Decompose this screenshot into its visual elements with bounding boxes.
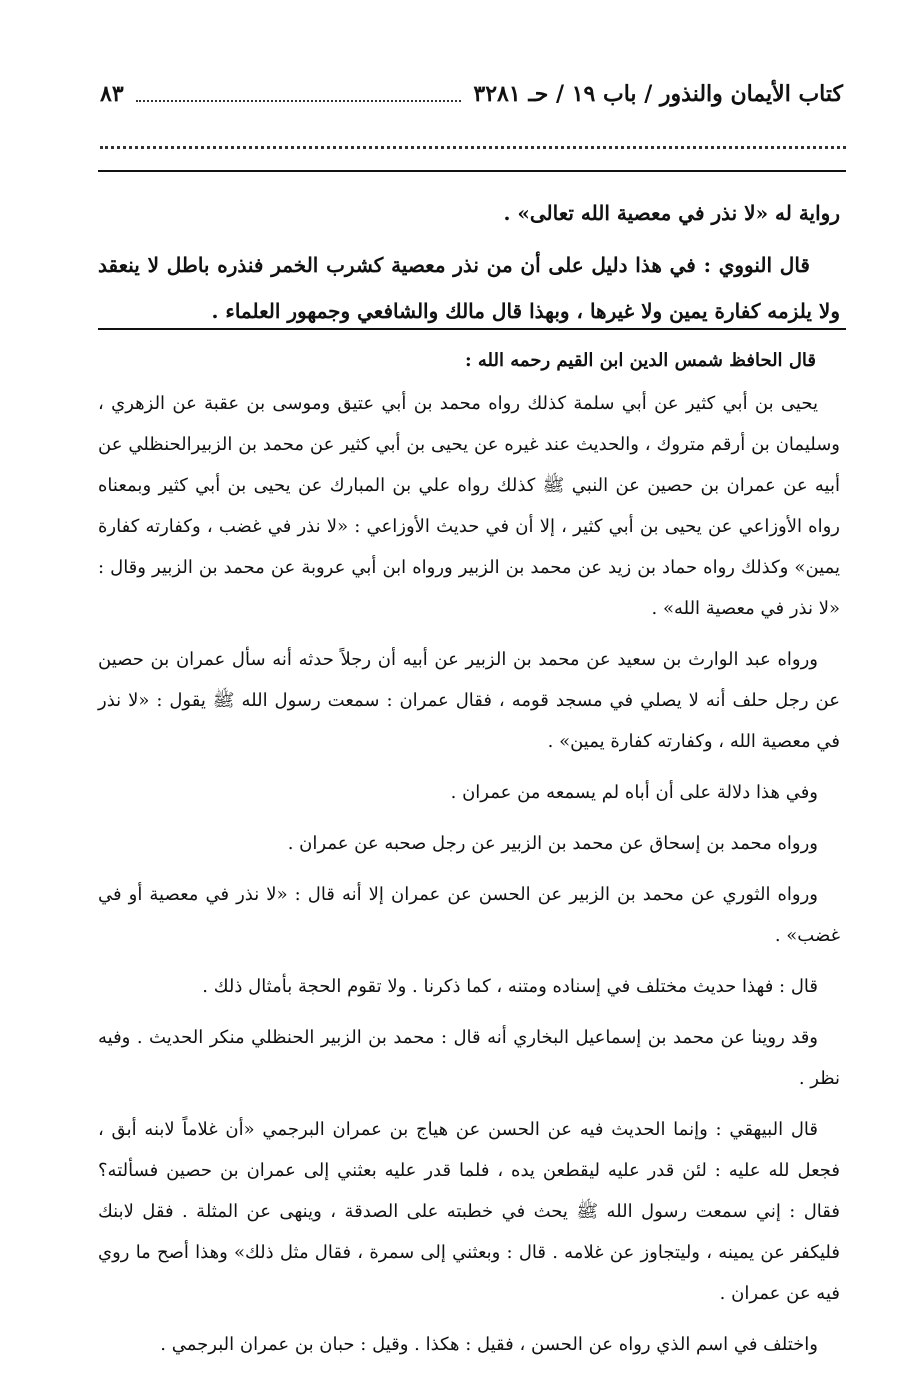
paragraph: قال البيهقي : وإنما الحديث فيه عن الحسن عن هياج بن عمران البرجمي «أن غلاماً لابنه أبق ، فجعل لله عليه : لئن قدر عليه ليقطعن يده ، فلما قدر عليه بعثني إلى عمران بن حصين فسألته؟ فقال : إني سمعت رسول الله ﷺ يحث في خطبته على الصدقة ، وينهى عن المثلة . فقل لابنك فليكفر عن يمينه ، وليتجاوز عن غلامه . قال : وبعثني إلى سمرة ، فقال مثل ذلك» وهذا أصح ما روي فيه عن عمران .	[98, 1119, 840, 1304]
paragraph: وفي هذا دلالة على أن أباه لم يسمعه من عمران .	[450, 782, 818, 803]
page-header	[100, 78, 843, 110]
header-dot-leader	[136, 86, 462, 102]
paragraph: ورواه عبد الوارث بن سعيد عن محمد بن الزبير عن أبيه أن رجلاً حدثه أنه سأل عمران بن حصين عن رجل حلف أنه لا يصلي في مسجد قومه ، فقال عمران : سمعت رسول الله ﷺ يقول : «لا نذر في معصية الله ، وكفارته كفارة يمين» .	[98, 649, 840, 752]
paragraph: يحيى بن أبي كثير عن أبي سلمة كذلك رواه محمد بن أبي عتيق وموسى بن عقبة عن الزهري ، وسليمان بن أرقم متروك ، والحديث عند غيره عن يحيى بن أبي كثير عن محمد بن الزبيرالحنظلي عن أبيه عن عمران بن حصين عن النبي ﷺ كذلك رواه علي بن المبارك عن يحيى بن أبي كثير وبمعناه رواه الأوزاعي عن يحيى بن أبي كثير ، إلا أن في حديث الأوزاعي : «لا نذر في غضب ، وكفارته كفارة يمين» وكذلك رواه حماد بن زيد عن محمد بن الزبير ورواه ابن أبي عروبة عن محمد بن الزبير وقال : «لا نذر في معصية الله» .	[98, 393, 840, 619]
commentary-text	[98, 340, 840, 1375]
page-number: ٨٣	[100, 81, 124, 107]
paragraph: وقد روينا عن محمد بن إسماعيل البخاري أنه قال : محمد بن الزبير الحنظلي منكر الحديث . وفيه نظر .	[98, 1027, 840, 1089]
commentary-heading: قال الحافظ شمس الدين ابن القيم رحمه الله :	[465, 350, 816, 371]
main-text	[98, 190, 840, 340]
paragraph: رواية له «لا نذر في معصية الله تعالى» .	[503, 201, 840, 225]
running-title: كتاب الأيمان والنذور / باب ١٩ / حـ ٣٢٨١	[473, 81, 843, 107]
paragraph: ورواه الثوري عن محمد بن الزبير عن الحسن عن عمران إلا أنه قال : «لا نذر في معصية أو في غضب» .	[98, 884, 840, 946]
header-rule	[98, 170, 846, 172]
paragraph: واختلف في اسم الذي رواه عن الحسن ، فقيل : هكذا . وقيل : حبان بن عمران البرجمي .	[160, 1334, 818, 1355]
paragraph: ورواه محمد بن إسحاق عن محمد بن الزبير عن رجل صحبه عن عمران .	[287, 833, 818, 854]
commentary-rule	[98, 328, 846, 330]
paragraph: قال : فهذا حديث مختلف في إسناده ومتنه ، كما ذكرنا . ولا تقوم الحجة بأمثال ذلك .	[202, 976, 818, 997]
paragraph: قال النووي : في هذا دليل على أن من نذر معصية كشرب الخمر فنذره باطل لا ينعقد ولا يلزمه كفارة يمين ولا غيرها ، وبهذا قال مالك والشافعي وجمهور العلماء .	[98, 253, 840, 323]
dotted-divider	[100, 146, 846, 149]
